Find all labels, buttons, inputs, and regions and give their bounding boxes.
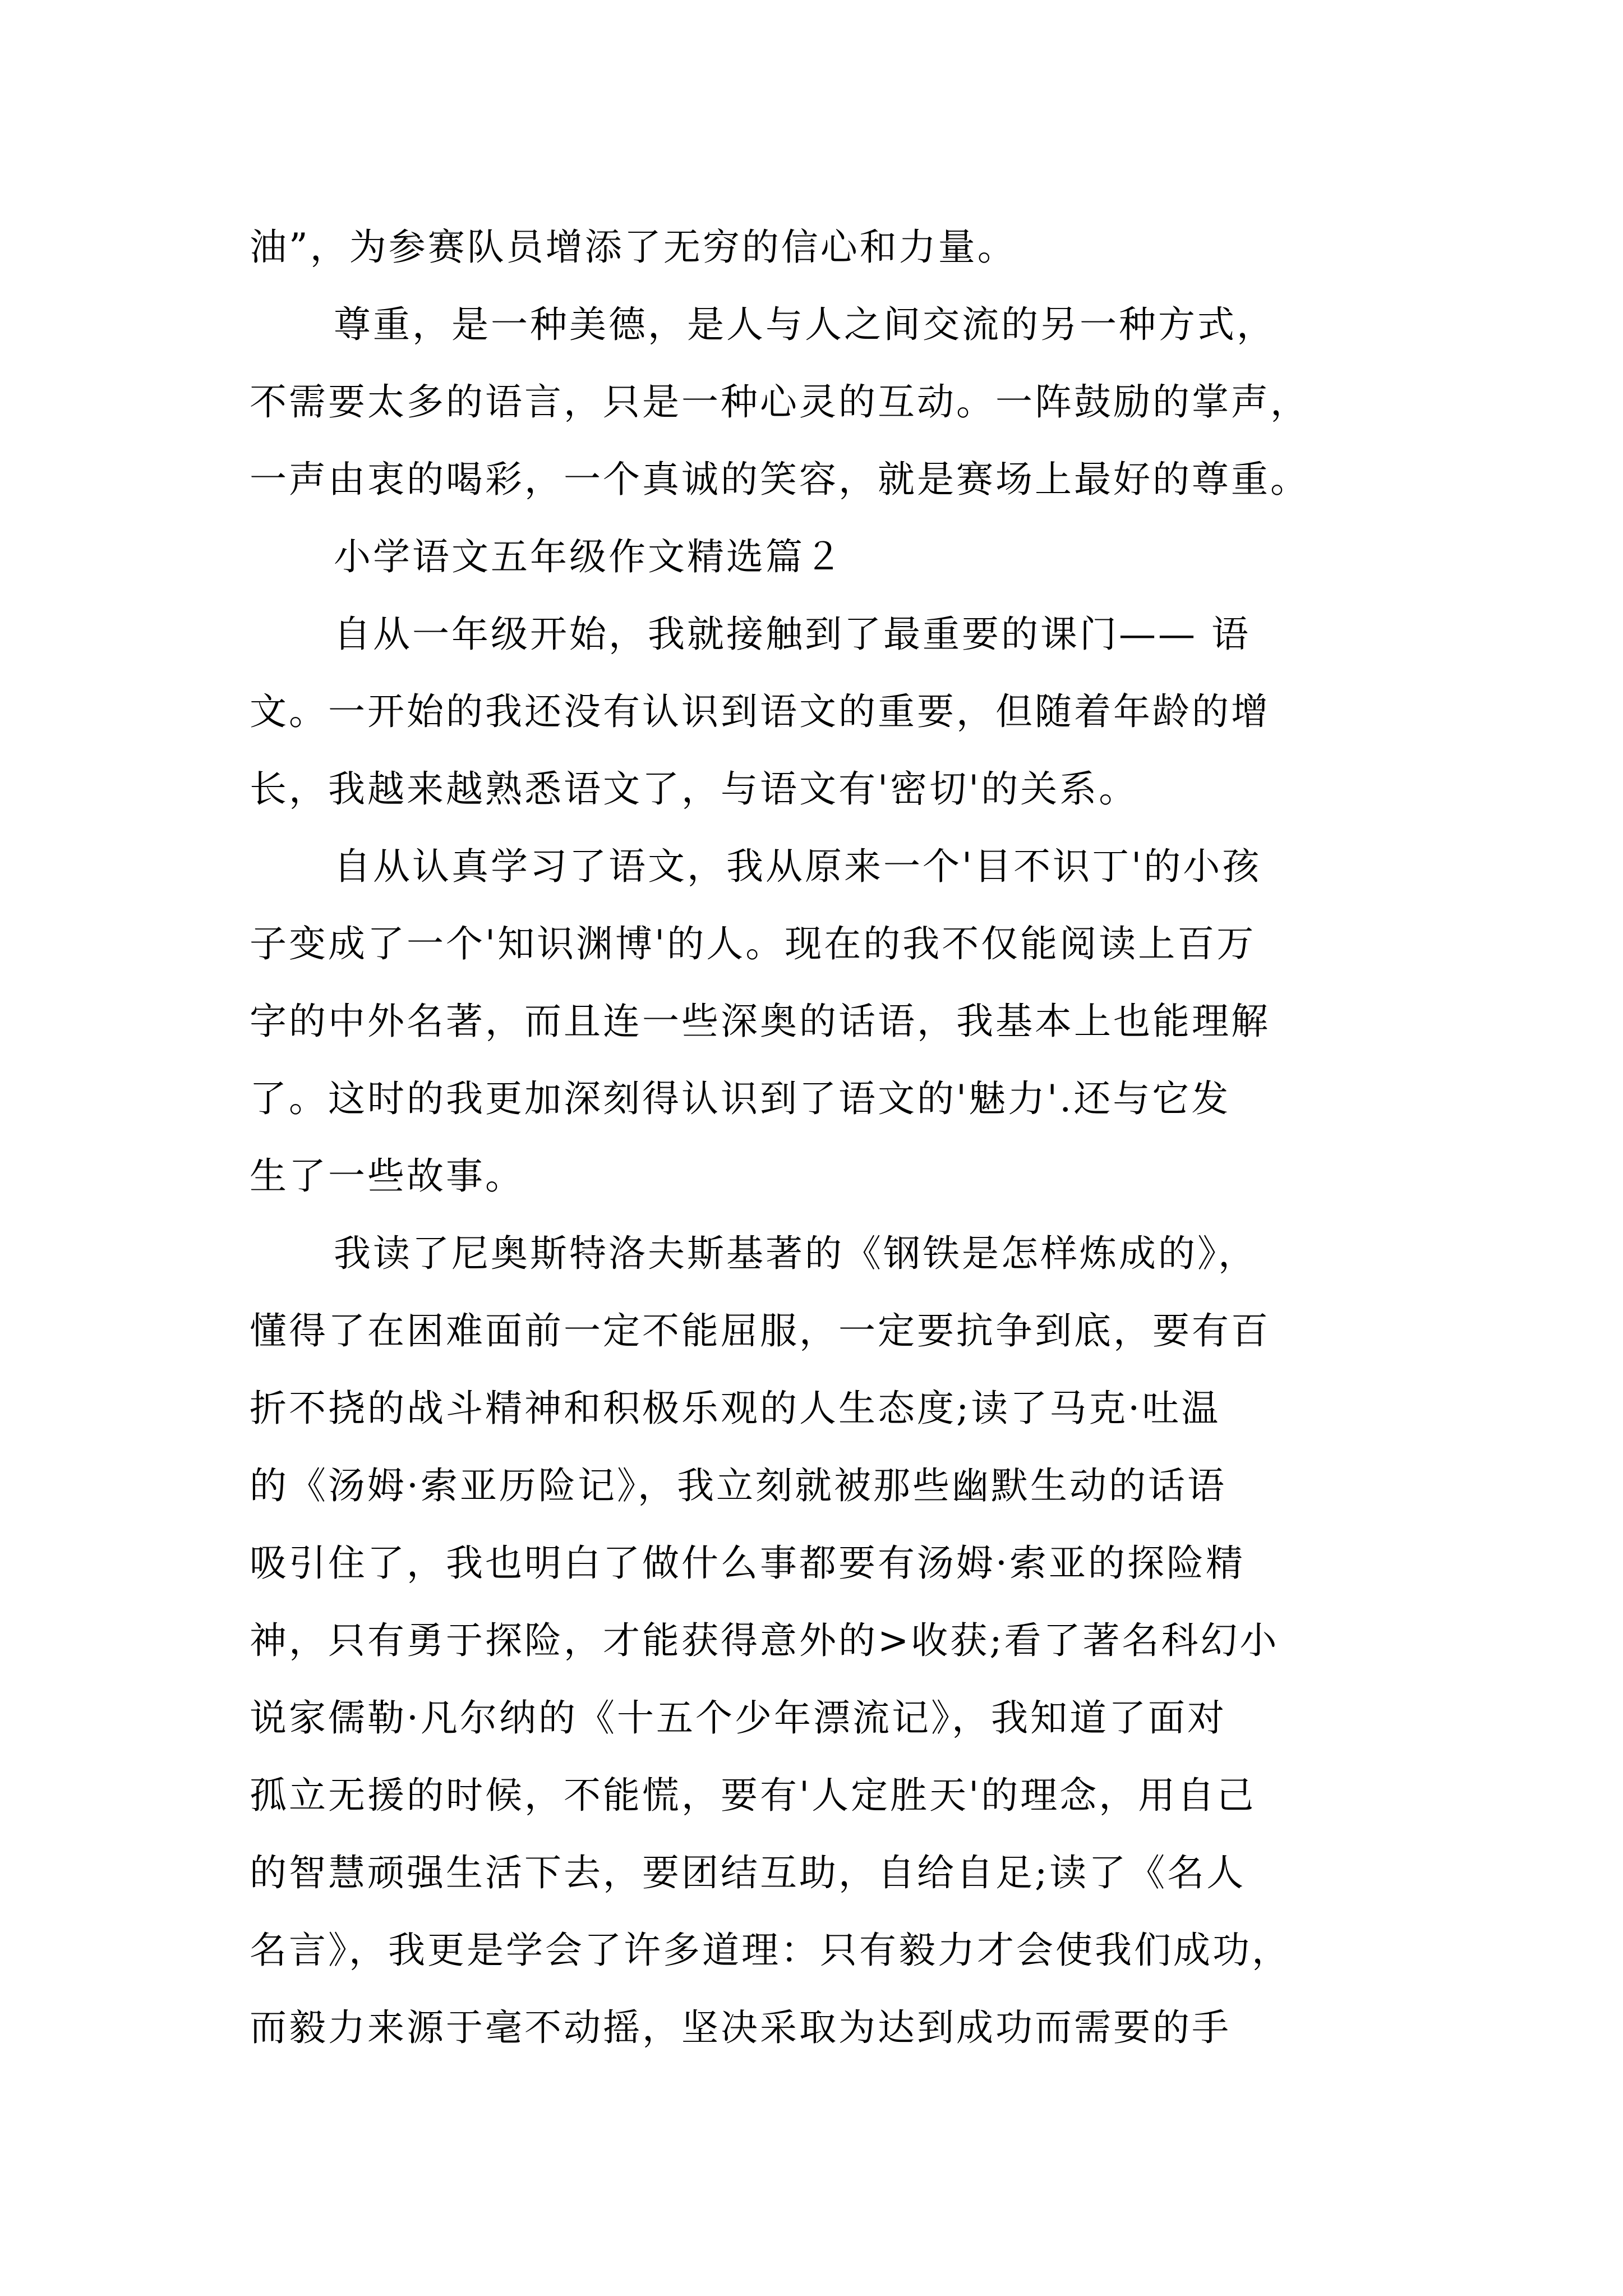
paragraph (250, 828, 1374, 1215)
text-line: 不需要太多的语言，只是一种心灵的互动。一阵鼓励的掌声， (250, 380, 1310, 424)
document-body (250, 209, 1374, 2067)
paragraph (250, 209, 1374, 286)
text-line: 的《汤姆·索亚历险记》，我立刻就被那些幽默生动的话语 (250, 1464, 1227, 1507)
text-line: 名言》，我更是学会了许多道理：只有毅力才会使我们成功， (250, 1929, 1291, 1972)
text-line: 油”，为参赛队员增添了无穷的信心和力量。 (250, 226, 1017, 269)
text-line: 懂得了在困难面前一定不能屈服，一定要抗争到底，要有百 (250, 1309, 1270, 1352)
text-line: 字的中外名著，而且连一些深奥的话语，我基本上也能理解 (250, 1000, 1270, 1043)
paragraph (250, 286, 1374, 518)
heading-text: 小学语文五年级作文精选篇２ (334, 535, 844, 578)
section-heading (250, 518, 1374, 596)
text-line: 子变成了一个'知识渊博'的人。现在的我不仅能阅读上百万 (250, 922, 1256, 965)
text-line: 说家儒勒·凡尔纳的《十五个少年漂流记》，我知道了面对 (250, 1696, 1227, 1740)
text-line: 长，我越来越熟悉语文了，与语文有'密切'的关系。 (250, 767, 1138, 811)
text-line: 折不挠的战斗精神和积极乐观的人生态度;读了马克·吐温 (250, 1387, 1221, 1430)
text-line: 而毅力来源于毫不动摇，坚决采取为达到成功而需要的手 (250, 2006, 1231, 2049)
paragraph (250, 1215, 1374, 2067)
text-line: 我读了尼奥斯特洛夫斯基著的《钢铁是怎样炼成的》， (334, 1232, 1257, 1275)
text-line: 了。这时的我更加深刻得认识到了语文的'魅力'.还与它发 (250, 1077, 1231, 1120)
text-line: 的智慧顽强生活下去，要团结互助，自给自足;读了《名人 (250, 1851, 1246, 1894)
text-line: 尊重，是一种美德，是人与人之间交流的另一种方式， (334, 303, 1276, 346)
text-line: 自从一年级开始，我就接触到了最重要的课门—— 语 (334, 613, 1251, 656)
text-line: 一声由衷的喝彩，一个真诚的笑容，就是赛场上最好的尊重。 (250, 458, 1310, 501)
text-line: 文。一开始的我还没有认识到语文的重要，但随着年龄的增 (250, 690, 1270, 733)
text-line: 孤立无援的时候，不能慌，要有'人定胜天'的理念，用自己 (250, 1774, 1256, 1817)
text-line: 吸引住了，我也明白了做什么事都要有汤姆·索亚的探险精 (250, 1542, 1245, 1585)
text-line: 神，只有勇于探险，才能获得意外的>收获;看了著名科幻小 (250, 1619, 1279, 1662)
text-line: 生了一些故事。 (250, 1154, 524, 1198)
paragraph (250, 596, 1374, 828)
text-line: 自从认真学习了语文，我从原来一个'目不识丁'的小孩 (334, 845, 1262, 888)
